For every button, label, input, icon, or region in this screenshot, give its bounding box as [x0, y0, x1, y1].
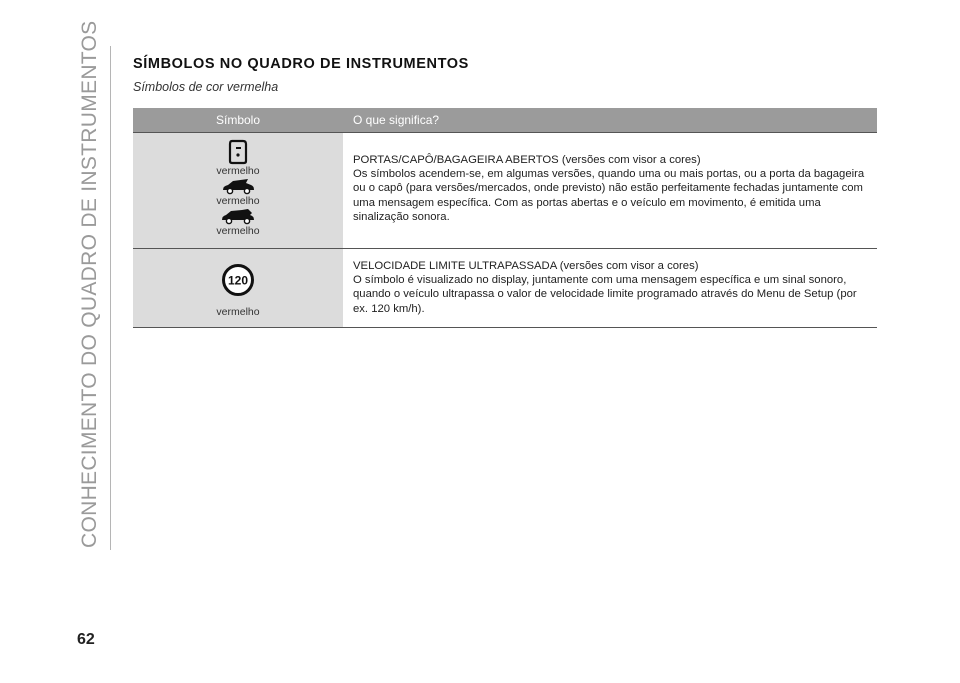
row-title: VELOCIDADE LIMITE ULTRAPASSADA (versões com visor a cores) — [353, 260, 699, 272]
icon-caption: vermelho — [216, 225, 260, 237]
section-subtitle: Símbolos de cor vermelha — [133, 80, 279, 94]
meaning-cell — [343, 133, 877, 248]
symbols-table — [133, 108, 877, 328]
page-number: 62 — [77, 631, 95, 648]
symbol-cell — [133, 249, 343, 327]
table-row — [133, 132, 877, 249]
icon-caption: vermelho — [216, 165, 260, 177]
door-open-icon — [227, 139, 249, 165]
row-description: O símbolo é visualizado no display, juntamente com uma mensagem específica e um sinal sonoro, quando o veículo ultrapassa o valor de velocidade limite programado através do Menu de Setup (por ex. 120 km/h). — [353, 274, 857, 315]
table-row — [133, 249, 877, 328]
row-description: Os símbolos acendem-se, em algumas versões, quando uma ou mais portas, ou a porta da bagageira ou o capô (para versões/mercados, onde previsto) não estão perfeitamente fechadas juntamente com uma mensagem específica. Com as portas abertas e o veículo em movimento, é emitida uma sinalização sonora. — [353, 168, 865, 223]
row-title: PORTAS/CAPÔ/BAGAGEIRA ABERTOS (versões com visor a cores) — [353, 154, 701, 166]
table-header — [133, 108, 877, 132]
trunk-open-icon — [220, 207, 256, 225]
symbol-cell — [133, 133, 343, 248]
header-symbol: Símbolo — [215, 113, 261, 127]
speed-limit-icon — [221, 263, 255, 297]
header-meaning: O que significa? — [353, 113, 440, 127]
meaning-cell — [343, 249, 877, 327]
speed-limit-value: 120 — [227, 273, 249, 288]
icon-caption: vermelho — [216, 306, 260, 318]
chapter-divider — [110, 46, 111, 550]
section-title: SÍMBOLOS NO QUADRO DE INSTRUMENTOS — [133, 56, 469, 72]
chapter-side-title: CONHECIMENTO DO QUADRO DE INSTRUMENTOS — [78, 20, 101, 548]
icon-caption: vermelho — [216, 195, 260, 207]
hood-open-icon — [220, 177, 256, 195]
